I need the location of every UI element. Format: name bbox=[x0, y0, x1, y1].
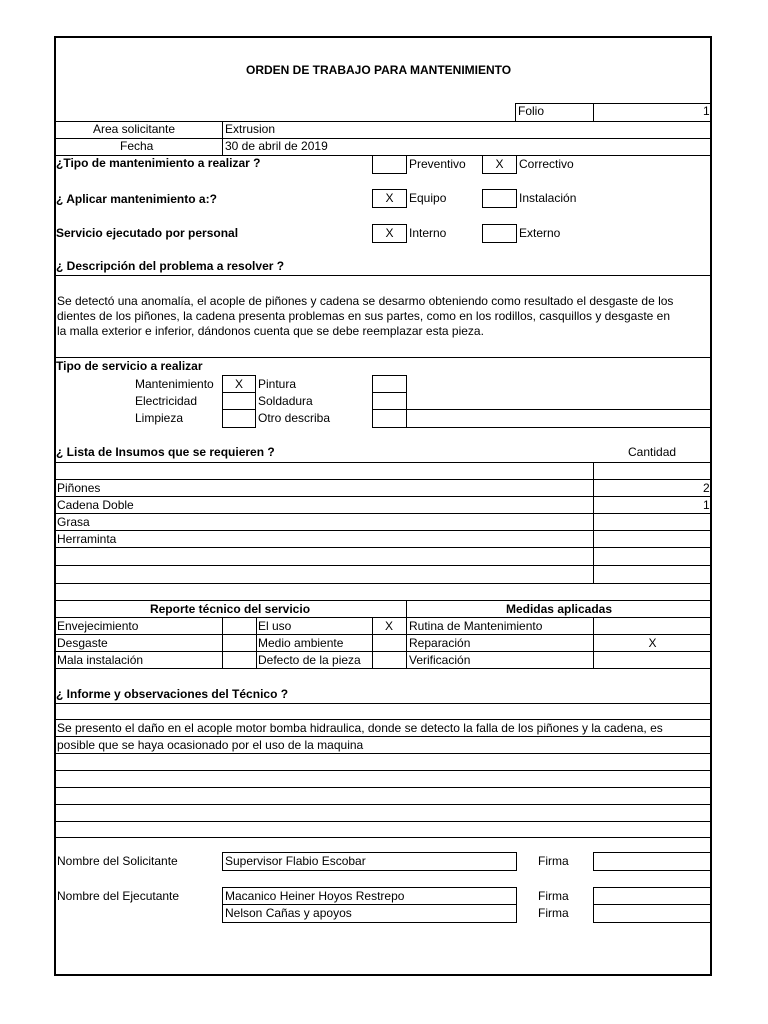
divider bbox=[54, 668, 712, 669]
divider bbox=[222, 617, 223, 668]
divider bbox=[54, 583, 712, 584]
descripcion-line-2: dientes de los piñones, la cadena presenta problemas en sus partes, como en los rodillos, casquillos y desgaste en bbox=[57, 309, 671, 323]
pintura-label: Pintura bbox=[258, 377, 297, 391]
divider bbox=[54, 634, 712, 635]
limpieza-checkbox[interactable] bbox=[222, 409, 256, 428]
externo-label: Externo bbox=[519, 226, 561, 240]
firma-label: Firma bbox=[538, 889, 569, 903]
reporte-cell: Defecto de la pieza bbox=[258, 653, 361, 667]
insumo-qty: 2 bbox=[703, 481, 710, 495]
divider bbox=[54, 837, 712, 838]
divider bbox=[54, 357, 712, 358]
firma-label: Firma bbox=[538, 854, 569, 868]
ejecutante-label: Nombre del Ejecutante bbox=[57, 889, 180, 903]
informe-question: ¿ Informe y observaciones del Técnico ? bbox=[56, 687, 289, 701]
reporte-title: Reporte técnico del servicio bbox=[149, 602, 311, 616]
informe-line-1: Se presento el daño en el acople motor bomba hidraulica, donde se detecto la falla de los piñones y la cadena, es bbox=[57, 721, 663, 735]
tipo-mant-question: ¿Tipo de mantenimiento a realizar ? bbox=[56, 156, 261, 170]
medida-cell: Verificación bbox=[409, 653, 471, 667]
firma-label: Firma bbox=[538, 906, 569, 920]
divider bbox=[256, 617, 257, 668]
descripcion-line-1: Se detectó una anomalía, el acople de piñones y cadena se desarmo obteniendo como resultado el desgaste de los bbox=[57, 294, 674, 308]
divider bbox=[54, 479, 712, 480]
insumo-qty: 1 bbox=[703, 498, 710, 512]
area-label: Area solicitante bbox=[93, 122, 176, 136]
electricidad-label: Electricidad bbox=[135, 394, 198, 408]
tipo-servicio-title: Tipo de servicio a realizar bbox=[56, 359, 203, 373]
reporte-cell: Desgaste bbox=[57, 636, 108, 650]
divider bbox=[593, 462, 594, 583]
divider bbox=[54, 787, 712, 788]
folio-value: 1 bbox=[703, 104, 710, 118]
reporte-mark: X bbox=[384, 619, 393, 633]
mantenimiento-mark: X bbox=[234, 377, 243, 391]
solicitante-value: Supervisor Flabio Escobar bbox=[225, 854, 366, 868]
electricidad-checkbox[interactable] bbox=[222, 392, 256, 410]
instalacion-label: Instalación bbox=[519, 191, 577, 205]
interno-mark: X bbox=[385, 226, 394, 240]
insumo-item: Cadena Doble bbox=[57, 498, 134, 512]
divider bbox=[54, 565, 712, 566]
divider bbox=[54, 617, 712, 618]
divider bbox=[54, 736, 712, 737]
aplicar-question: ¿ Aplicar mantenimiento a:? bbox=[56, 192, 217, 206]
form-frame bbox=[54, 36, 712, 976]
medida-mark: X bbox=[648, 636, 657, 650]
equipo-mark: X bbox=[385, 191, 394, 205]
externo-checkbox[interactable] bbox=[482, 224, 517, 243]
otro-describa-label: Otro describa bbox=[258, 411, 331, 425]
divider bbox=[54, 600, 712, 601]
descripcion-question: ¿ Descripción del problema a resolver ? bbox=[56, 259, 285, 273]
firma-solicitante-field[interactable] bbox=[593, 852, 712, 871]
insumo-item: Grasa bbox=[57, 515, 90, 529]
correctivo-mark: X bbox=[495, 157, 504, 171]
correctivo-label: Correctivo bbox=[519, 157, 574, 171]
pintura-checkbox[interactable] bbox=[372, 375, 407, 393]
cantidad-header: Cantidad bbox=[628, 445, 677, 459]
firma-ejecutante-field-1[interactable] bbox=[593, 887, 712, 905]
insumo-item: Herraminta bbox=[57, 532, 117, 546]
reporte-cell: Envejecimiento bbox=[57, 619, 139, 633]
ejecutante-value-1: Macanico Heiner Hoyos Restrepo bbox=[225, 889, 405, 903]
medidas-title: Medidas aplicadas bbox=[505, 602, 613, 616]
area-value: Extrusion bbox=[225, 122, 276, 136]
page-title: ORDEN DE TRABAJO PARA MANTENIMIENTO bbox=[246, 63, 512, 77]
limpieza-label: Limpieza bbox=[135, 411, 184, 425]
divider bbox=[54, 462, 712, 463]
divider bbox=[54, 651, 712, 652]
preventivo-checkbox[interactable] bbox=[372, 155, 407, 174]
divider bbox=[222, 121, 223, 155]
interno-label: Interno bbox=[409, 226, 447, 240]
folio-label: Folio bbox=[518, 104, 545, 118]
otro-describa-field[interactable] bbox=[406, 409, 712, 428]
divider bbox=[54, 753, 712, 754]
divider bbox=[54, 547, 712, 548]
reporte-cell: El uso bbox=[258, 619, 292, 633]
preventivo-label: Preventivo bbox=[409, 157, 466, 171]
reporte-cell: Mala instalación bbox=[57, 653, 144, 667]
servicio-question: Servicio ejecutado por personal bbox=[56, 226, 239, 240]
folio-value-box bbox=[593, 103, 712, 122]
medida-cell: Reparación bbox=[409, 636, 471, 650]
divider bbox=[54, 275, 712, 276]
soldadura-checkbox[interactable] bbox=[372, 392, 407, 410]
divider bbox=[54, 804, 712, 805]
soldadura-label: Soldadura bbox=[258, 394, 313, 408]
otro-checkbox[interactable] bbox=[372, 409, 407, 428]
insumos-question: ¿ Lista de Insumos que se requieren ? bbox=[56, 445, 275, 459]
mantenimiento-label: Mantenimiento bbox=[135, 377, 214, 391]
solicitante-label: Nombre del Solicitante bbox=[57, 854, 178, 868]
descripcion-line-3: la malla exterior e inferior, dándonos cuenta que se debe reemplazar esta pieza. bbox=[57, 324, 484, 338]
insumo-item: Piñones bbox=[57, 481, 101, 495]
divider bbox=[54, 496, 712, 497]
divider bbox=[54, 821, 712, 822]
divider bbox=[54, 703, 712, 704]
fecha-label: Fecha bbox=[120, 139, 154, 153]
ejecutante-value-2: Nelson Cañas y apoyos bbox=[225, 906, 352, 920]
reporte-cell: Medio ambiente bbox=[258, 636, 344, 650]
informe-line-2: posible que se haya ocasionado por el uso de la maquina bbox=[57, 738, 364, 752]
divider bbox=[54, 719, 712, 720]
divider bbox=[54, 530, 712, 531]
divider bbox=[54, 513, 712, 514]
medida-cell: Rutina de Mantenimiento bbox=[409, 619, 543, 633]
equipo-label: Equipo bbox=[409, 191, 447, 205]
divider bbox=[54, 770, 712, 771]
firma-ejecutante-field-2[interactable] bbox=[593, 904, 712, 923]
fecha-value: 30 de abril de 2019 bbox=[225, 139, 328, 153]
instalacion-checkbox[interactable] bbox=[482, 189, 517, 208]
